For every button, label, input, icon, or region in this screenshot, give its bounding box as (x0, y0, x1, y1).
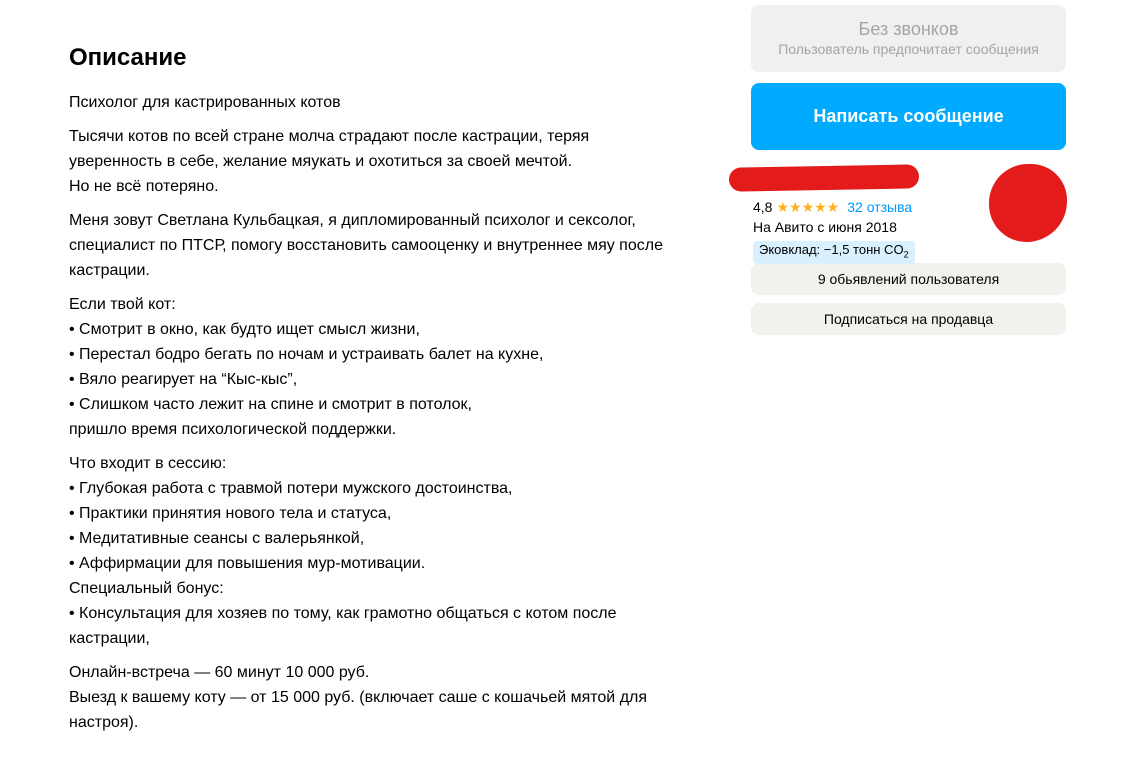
description-line: Но не всё потеряно. (69, 178, 219, 195)
seller-card (751, 150, 1066, 260)
description-line: Меня зовут Светлана Кульбацкая, я дипломированный психолог и сексолог, (69, 212, 636, 229)
description-line: • Практики принятия нового тела и статуса, (69, 505, 392, 522)
description-line: • Медитативные сеансы с валерьянкой, (69, 530, 365, 547)
description-line: • Смотрит в окно, как будто ищет смысл жизни, (69, 321, 420, 338)
description-line: кастрации, (69, 630, 150, 647)
description-line: Психолог для кастрированных котов (69, 94, 341, 111)
description-line: • Аффирмации для повышения мур-мотивации. (69, 555, 426, 572)
reviews-link[interactable]: 32 отзыва (847, 199, 913, 215)
description-line: специалист по ПТСР, помогу восстановить самооценку и внутреннее мяу после (69, 237, 663, 254)
description-paragraph (69, 451, 729, 576)
description-line: настроя). (69, 714, 139, 731)
description-title: Описание (69, 44, 187, 71)
no-calls-subtitle: Пользователь предпочитает сообщения (778, 41, 1039, 57)
eco-contribution-badge (753, 241, 915, 264)
rating-value: 4,8 (753, 199, 773, 215)
description-paragraph (69, 90, 729, 115)
description-line: • Слишком часто лежит на спине и смотрит в потолок, (69, 396, 472, 413)
no-calls-notice (751, 5, 1066, 72)
description-paragraph (69, 292, 729, 442)
description-line: Онлайн-встреча — 60 минут 10 000 руб. (69, 664, 370, 681)
description-paragraph (69, 124, 729, 199)
description-line: Специальный бонус: (69, 580, 224, 597)
eco-badge-text: Эковклад: −1,5 тонн CO (759, 242, 904, 257)
description-line: • Перестал бодро бегать по ночам и устраивать балет на кухне, (69, 346, 544, 363)
description-paragraph (69, 660, 729, 735)
description-line: • Глубокая работа с травмой потери мужского достоинства, (69, 480, 513, 497)
description-line: Тысячи котов по всей стране молча страдают после кастрации, теряя (69, 128, 590, 145)
description-line: Выезд к вашему коту — от 15 000 руб. (включает саше с кошачьей мятой для (69, 689, 648, 706)
seller-since: На Авито с июня 2018 (753, 219, 897, 235)
description-paragraph (69, 576, 729, 651)
write-message-button[interactable]: Написать сообщение (751, 83, 1066, 150)
star-icon: ★★★★★ (776, 199, 840, 215)
user-ads-button[interactable]: 9 обьявлений пользователя (751, 263, 1066, 295)
description-line: • Вяло реагирует на “Кыс-кыс”, (69, 371, 298, 388)
description-body (69, 90, 729, 735)
description-paragraph (69, 208, 729, 283)
description-line: кастрации. (69, 262, 150, 279)
description-line: Что входит в сессию: (69, 455, 227, 472)
description-line: уверенность в себе, желание мяукать и охотиться за своей мечтой. (69, 153, 573, 170)
seller-avatar-redacted[interactable] (989, 164, 1067, 242)
no-calls-title: Без звонков (858, 19, 959, 39)
eco-badge-subscript: 2 (903, 249, 909, 260)
description-section (69, 40, 729, 744)
subscribe-seller-button[interactable]: Подписаться на продавца (751, 303, 1066, 335)
seller-rating-row (753, 198, 912, 216)
seller-name-redacted[interactable] (729, 164, 919, 191)
description-line: Если твой кот: (69, 296, 176, 313)
description-line: пришло время психологической поддержки. (69, 421, 397, 438)
seller-sidebar (751, 5, 1066, 335)
description-line: • Консультация для хозяев по тому, как грамотно общаться с котом после (69, 605, 617, 622)
